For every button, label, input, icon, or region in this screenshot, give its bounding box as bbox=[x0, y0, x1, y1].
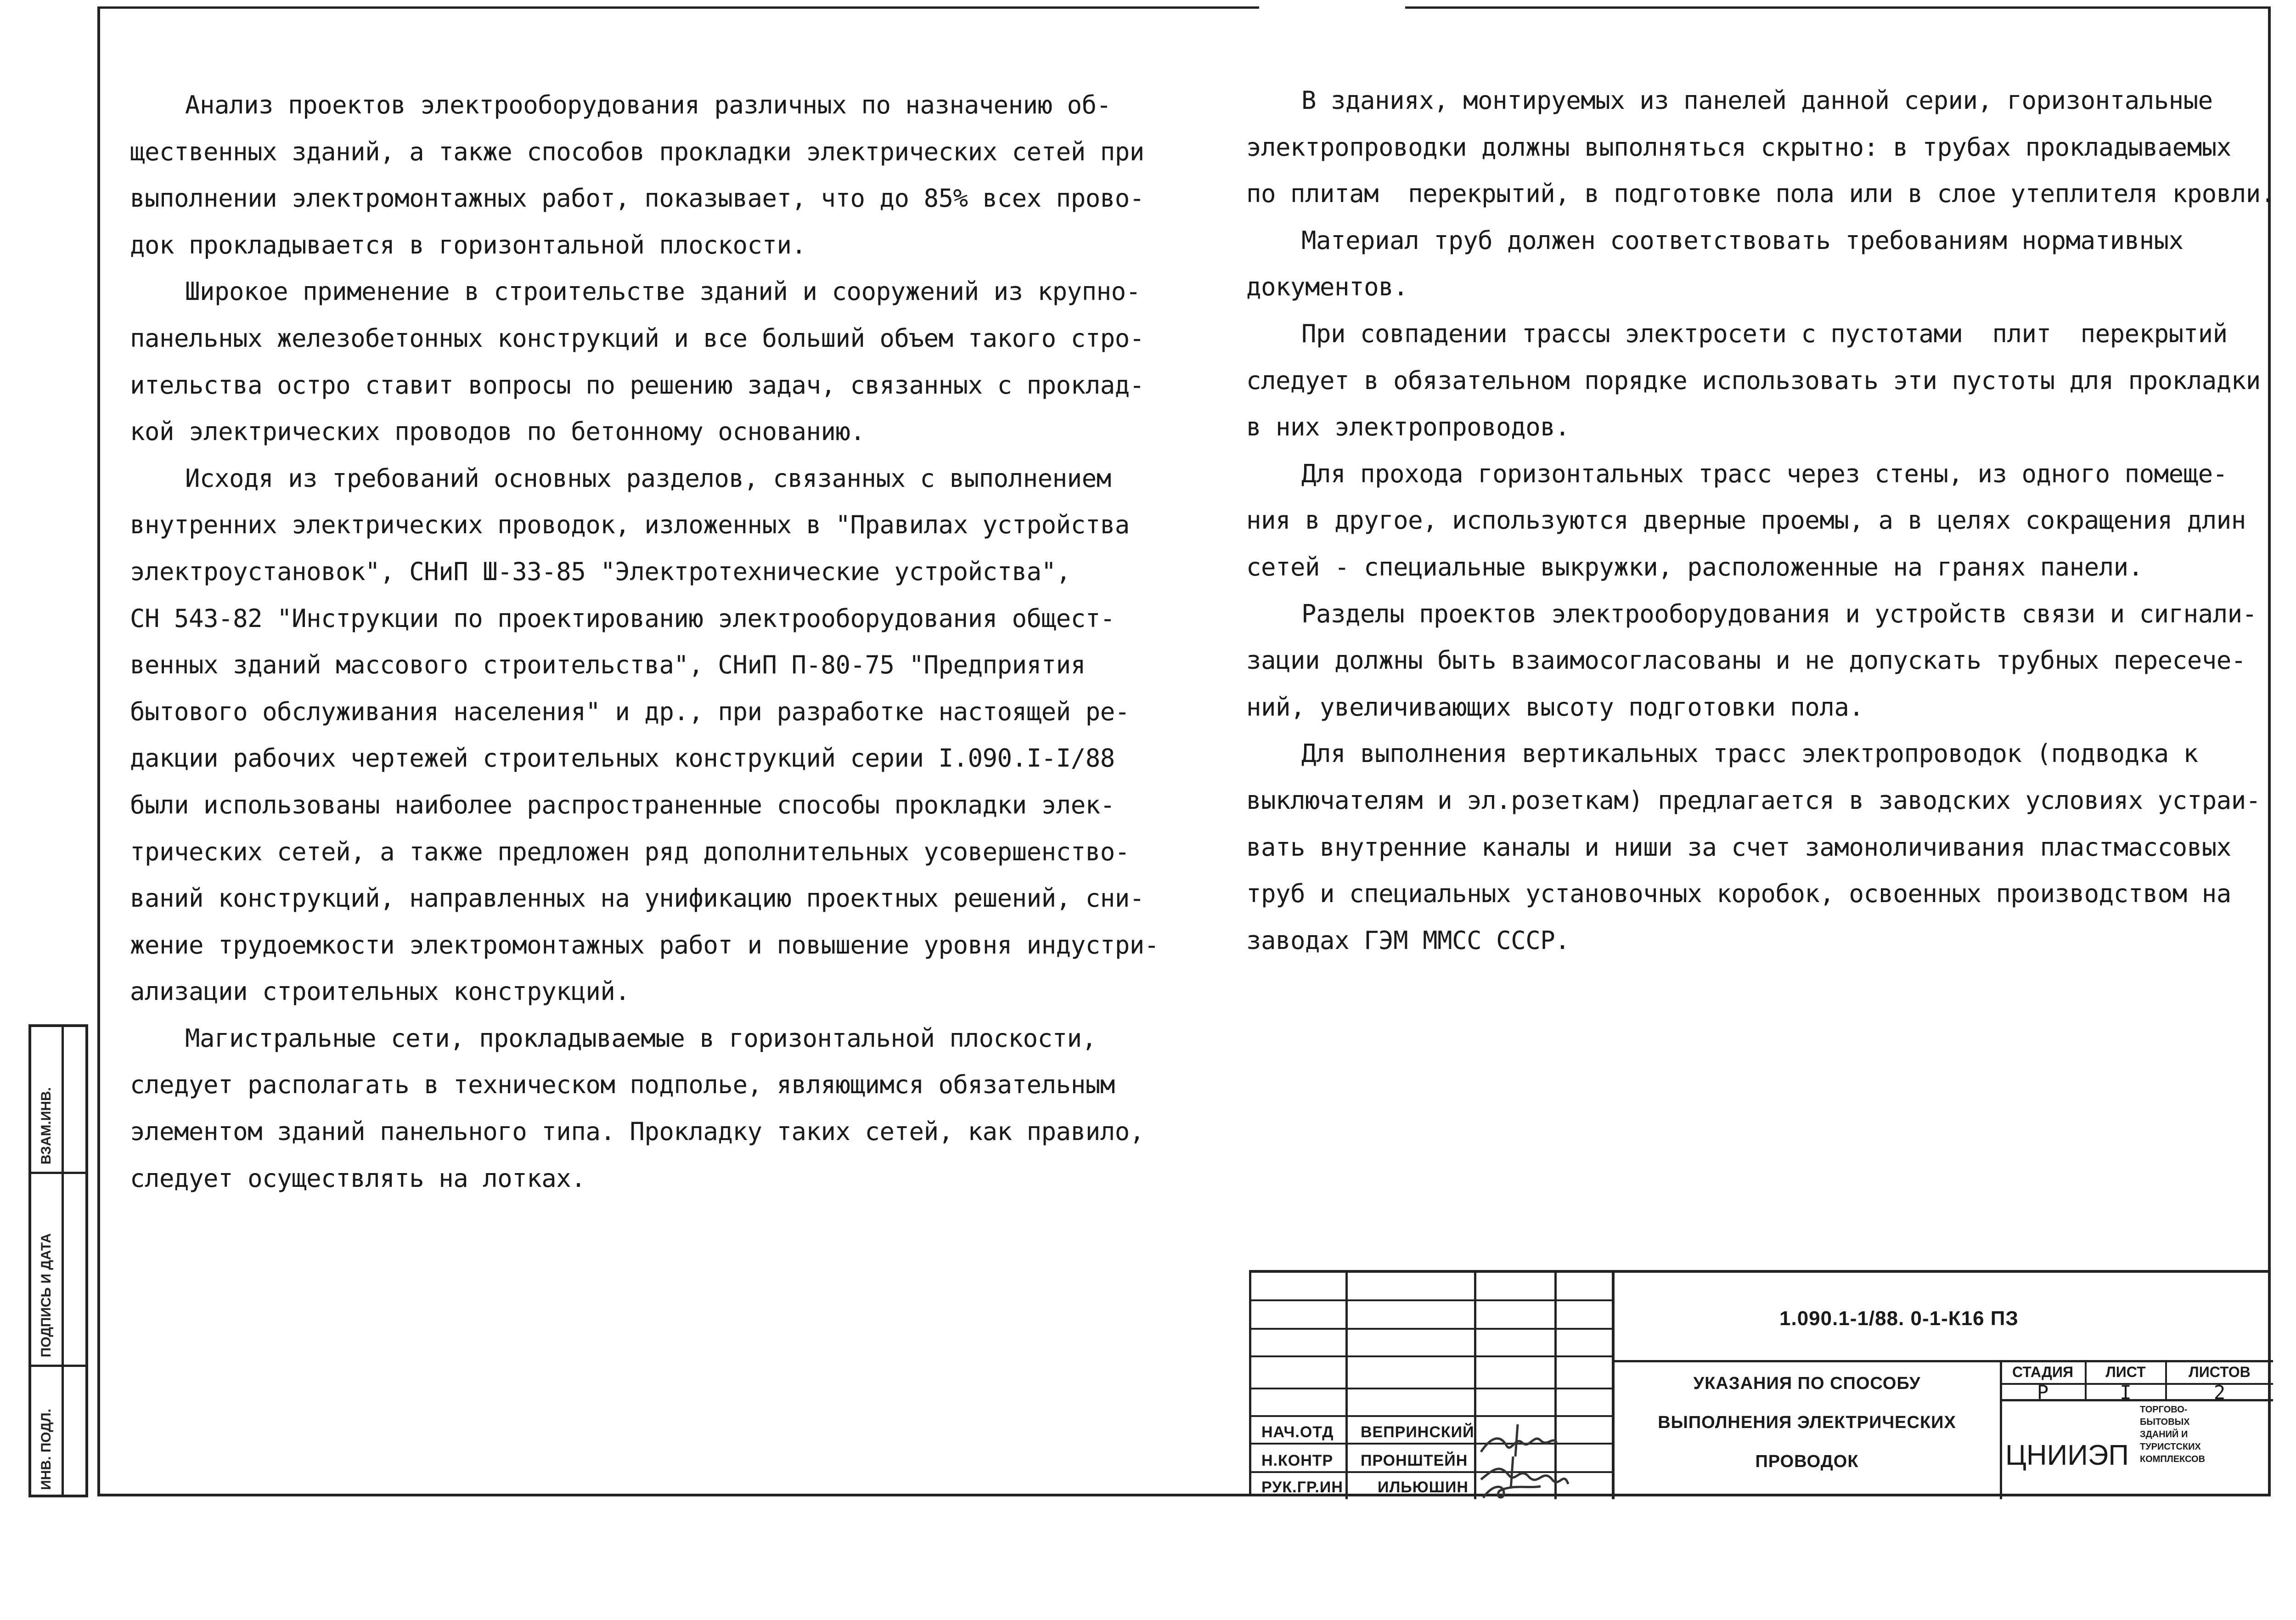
left_column-line: венных зданий массового строительства", СНиП П-80-75 "Предприятия bbox=[130, 650, 1086, 680]
stage-value: Р bbox=[2037, 1381, 2049, 1404]
org-desc-line: ТОРГОВО- bbox=[2140, 1405, 2188, 1415]
left_column-line: Магистральные сети, прокладываемые в горизонтальной плоскости, bbox=[185, 1023, 1097, 1053]
left_column-line: выполнении электромонтажных работ, показывает, что до 85% всех прово- bbox=[130, 184, 1144, 213]
side-label-inv-podl: ИНВ. ПОДЛ. bbox=[39, 1409, 54, 1490]
side-cell-vzam bbox=[31, 1027, 85, 1174]
left_column-line: следует осуществлять на лотках. bbox=[130, 1163, 586, 1193]
right_column-line: При совпадении трассы электросети с пустотами плит перекрытий bbox=[1301, 319, 2228, 348]
document-code: 1.090.1-1/88. 0-1-К16 ПЗ bbox=[1779, 1307, 2019, 1330]
left_column-line: щественных зданий, а также способов прокладки электрических сетей при bbox=[130, 137, 1144, 166]
left_column-line: трических сетей, а также предложен ряд дополнительных усовершенство- bbox=[130, 837, 1130, 866]
title-block bbox=[1249, 1270, 2271, 1496]
name-1: ВЕПРИНСКИЙ bbox=[1361, 1423, 1474, 1441]
right_column-line: следует в обязательном порядке использовать эти пустоты для прокладки bbox=[1246, 366, 2261, 395]
left_column-line: ваний конструкций, направленных на унификацию проектных решений, сни- bbox=[130, 884, 1144, 913]
signatures bbox=[1472, 1346, 1619, 1499]
left_column-line: были использованы наиболее распространенные способы прокладки элек- bbox=[130, 790, 1115, 819]
side-cell-inv bbox=[31, 1367, 85, 1497]
left_column-line: дакции рабочих чертежей строительных конструкций серии I.090.I-I/88 bbox=[130, 744, 1115, 773]
name-3: ИЛЬЮШИН bbox=[1378, 1479, 1469, 1496]
sheet-label: ЛИСТ bbox=[2105, 1364, 2146, 1380]
name-2: ПРОНШТЕЙН bbox=[1361, 1452, 1468, 1469]
right_column-line: сетей - специальные выкружки, расположенные на гранях панели. bbox=[1246, 552, 2143, 581]
right_column-line: выключателям и эл.розеткам) предлагается в заводских условиях устраи- bbox=[1246, 785, 2261, 815]
org-desc-line: БЫТОВЫХ bbox=[2140, 1417, 2190, 1427]
right_column-line: Для прохода горизонтальных трасс через стены, из одного помеще- bbox=[1301, 459, 2228, 488]
left_column-line: панельных железобетонных конструкций и все больший объем такого стро- bbox=[130, 323, 1144, 353]
sheet-value: I bbox=[2120, 1381, 2132, 1404]
right_column-line: заводах ГЭМ ММСС СССР. bbox=[1246, 926, 1570, 955]
title-line-3: ПРОВОДОК bbox=[1755, 1452, 1859, 1471]
side-label-vzam-inv: ВЗАМ.ИНВ. bbox=[39, 1087, 54, 1164]
right_column-line: Для выполнения вертикальных трасс электропроводок (подводка к bbox=[1301, 739, 2198, 768]
left_column-line: бытового обслуживания населения" и др., при разработке настоящей ре- bbox=[130, 697, 1130, 726]
left_column-line: СН 543-82 "Инструкции по проектированию электрооборудования общест- bbox=[130, 604, 1115, 633]
right_column-line: вать внутренние каналы и ниши за счет замоноличивания пластмассовых bbox=[1246, 832, 2231, 862]
left_column-line: жение трудоемкости электромонтажных работ и повышение уровня индустри- bbox=[130, 930, 1159, 960]
left_column-line: следует располагать в техническом подполье, являющимся обязательным bbox=[130, 1070, 1115, 1100]
stage-label: СТАДИЯ bbox=[2012, 1364, 2073, 1380]
org-description bbox=[2140, 1404, 2205, 1466]
left-text-column bbox=[130, 82, 1159, 1202]
side-stamp bbox=[28, 1024, 88, 1497]
right_column-line: документов. bbox=[1246, 272, 1408, 302]
right_column-line: по плитам перекрытий, в подготовке пола или в слое утеплителя кровли. bbox=[1246, 179, 2275, 209]
org-desc-line: КОМПЛЕКСОВ bbox=[2140, 1454, 2206, 1464]
org-desc-line: ЗДАНИЙ И bbox=[2140, 1429, 2188, 1439]
left_column-line: электроустановок", СНиП Ш-33-85 "Электротехнические устройства", bbox=[130, 557, 1071, 586]
side-cell-podpis bbox=[31, 1174, 85, 1367]
left_column-line: Исходя из требований основных разделов, связанных с выполнением bbox=[185, 463, 1111, 493]
right_column-line: ний, увеличивающих высоту подготовки пола. bbox=[1246, 692, 1864, 722]
left_column-line: кой электрических проводов по бетонному основанию. bbox=[130, 417, 865, 446]
right_column-line: ния в другое, используются дверные проемы, а в целях сокращения длин bbox=[1246, 506, 2246, 535]
right_column-line: зации должны быть взаимосогласованы и не допускать трубных пересече- bbox=[1246, 646, 2246, 675]
sheets-value: 2 bbox=[2213, 1381, 2226, 1404]
right_column-line: электропроводки должны выполняться скрытно: в трубах прокладываемых bbox=[1246, 132, 2231, 162]
role-2: Н.КОНТР bbox=[1261, 1452, 1334, 1469]
side-label-podpis: ПОДПИСЬ И ДАТА bbox=[39, 1233, 54, 1357]
right_column-line: Материал труб должен соответствовать требованиям нормативных bbox=[1301, 226, 2183, 255]
left_column-line: ализации строительных конструкций. bbox=[130, 977, 630, 1006]
title-line-2: ВЫПОЛНЕНИЯ ЭЛЕКТРИЧЕСКИХ bbox=[1658, 1413, 1956, 1432]
org-name: ЦНИИЭП bbox=[2005, 1439, 2129, 1471]
left_column-line: элементом зданий панельного типа. Прокладку таких сетей, как правило, bbox=[130, 1117, 1144, 1146]
left_column-line: док прокладывается в горизонтальной плоскости. bbox=[130, 230, 806, 260]
role-3: РУК.ГР.ИН bbox=[1261, 1479, 1343, 1496]
left_column-line: Анализ проектов электрооборудования различных по назначению об- bbox=[185, 90, 1111, 119]
role-1: НАЧ.ОТД bbox=[1261, 1423, 1334, 1441]
title-line-1: УКАЗАНИЯ ПО СПОСОБУ bbox=[1693, 1374, 1921, 1393]
left_column-line: Широкое применение в строительстве зданий и сооружений из крупно- bbox=[185, 277, 1141, 306]
left_column-line: внутренних электрических проводок, изложенных в "Правилах устройства bbox=[130, 510, 1130, 540]
right_column-line: в них электропроводов. bbox=[1246, 412, 1570, 442]
right_column-line: В зданиях, монтируемых из панелей данной серии, горизонтальные bbox=[1301, 86, 2213, 115]
org-desc-line: ТУРИСТСКИХ bbox=[2140, 1442, 2201, 1452]
right-text-column bbox=[1246, 77, 2275, 964]
right_column-line: Разделы проектов электрооборудования и устройств связи и сигнали- bbox=[1301, 599, 2257, 628]
sheets-label: ЛИСТОВ bbox=[2189, 1364, 2251, 1380]
left_column-line: ительства остро ставит вопросы по решению задач, связанных с проклад- bbox=[130, 370, 1144, 400]
right_column-line: труб и специальных установочных коробок, освоенных производством на bbox=[1246, 879, 2231, 909]
